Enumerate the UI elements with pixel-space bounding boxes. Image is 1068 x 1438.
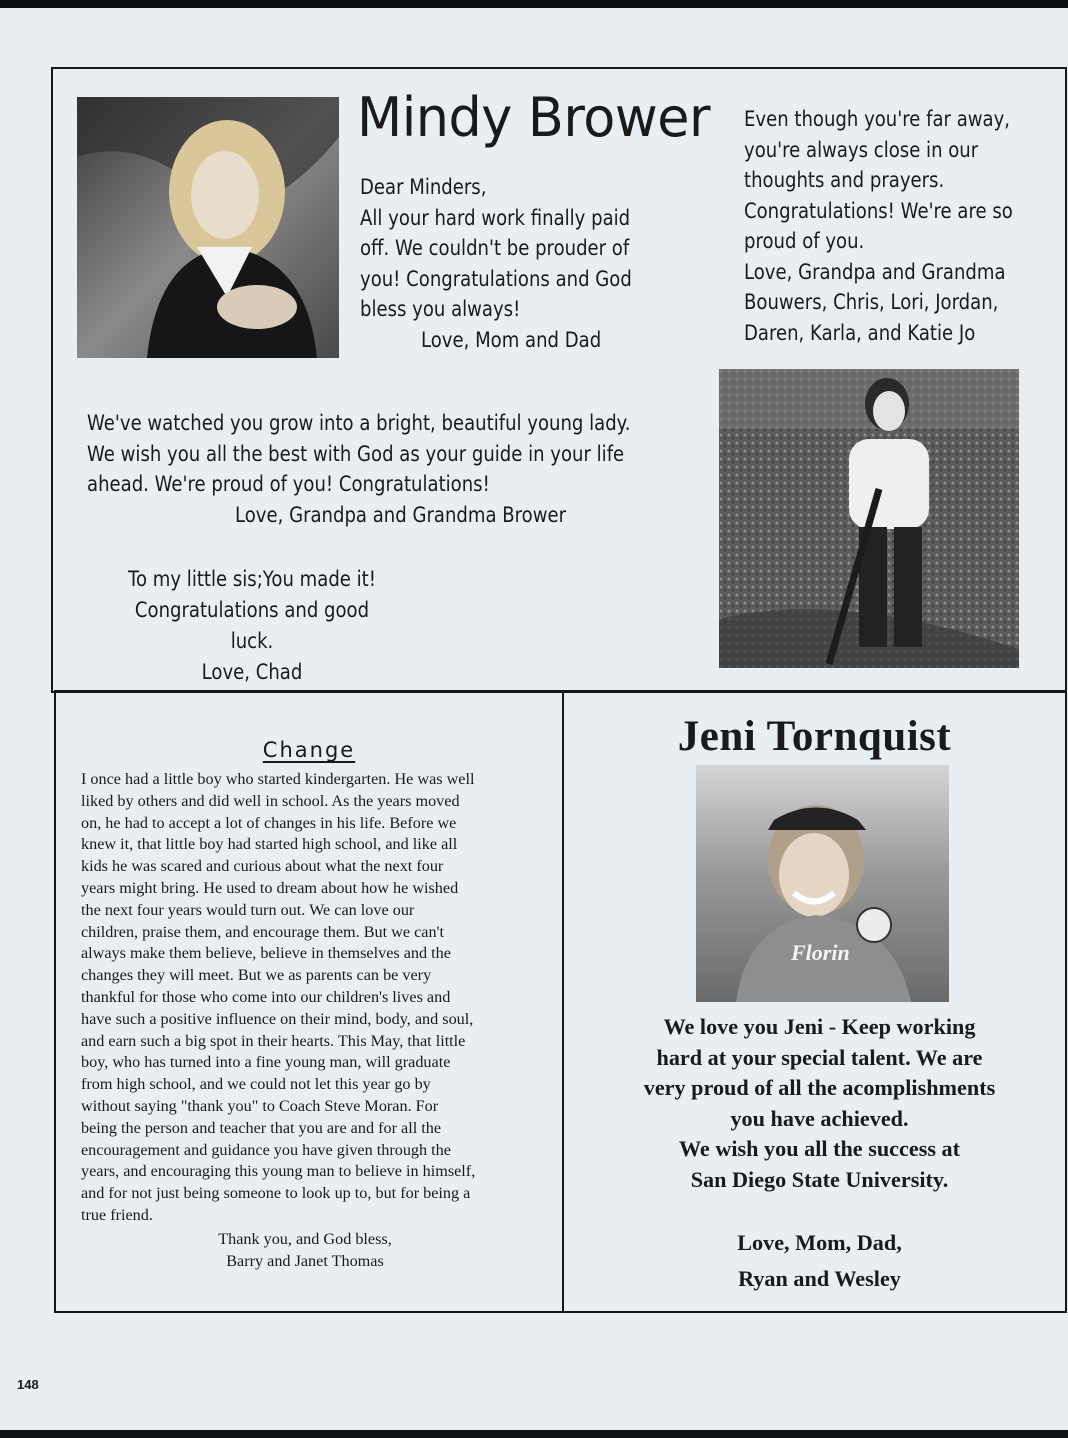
childhood-photo xyxy=(719,369,1019,668)
change-poem-body: I once had a little boy who started kindergarten. He was well liked by others and did well in school. As the years moved on, he had to accept a lot of changes in his life. Before we knew it, that little boy had started high school, and like all kids he was scared and curious about what the next four years might bring. He used to dream about how he wished the next four years would turn out. We can love our children, praise them, and encourage them. But we can't always make them believe, believe in themselves and the changes they will meet. But we as parents can be very thankful for those who come into our children's lives and have such a positive influence on their mind, body, and soul, and earn such a big spot in their hearts. This May, that little boy, who has turned into a fine young man, will graduate from high school, and we could not let this year go by without saying "thank you" to Coach Steve Moran. For being the person and teacher that you are and for all the encouragement and guidance you have given through the years, and encouraging this young man to believe in himself, and for not just being someone to look up to, but for being a true friend. xyxy=(81,770,476,1224)
parents-letter: Dear Minders, All your hard work finally paid off. We couldn't be prouder of you! Congratulations and God bless you always! xyxy=(360,175,632,321)
bottom-edge xyxy=(0,1430,1068,1438)
jeni-photo xyxy=(696,765,949,1002)
ad-title-jeni: Jeni Tornquist xyxy=(677,713,952,760)
shirt-logo-text: Florin xyxy=(791,940,850,965)
jeni-message: We love you Jeni - Keep working hard at your special talent. We are very proud of all the acomplishments you have achieved. We wish you all the success at San Diego State University. xyxy=(643,1014,996,1192)
senior-portrait-photo xyxy=(77,97,339,358)
parents-letter-signature: Love, Mom and Dad xyxy=(421,328,602,352)
page-number: 148 xyxy=(17,1377,39,1392)
top-edge xyxy=(0,0,1068,8)
change-poem-signature: Thank you, and God bless, Barry and Janet Thomas xyxy=(218,1230,392,1270)
grandparents-letter: We've watched you grow into a bright, beautiful young lady. We wish you all the best with God as your guide in your life ahead. We're proud of you! Congratulations! xyxy=(87,411,631,496)
bouwers-letter: Even though you're far away, you're always close in our thoughts and prayers. Congratulations! We're are so proud of you. Love, Grandpa and Grandma Bouwers, Chris, Lori, Jordan, Daren, Karla, and Katie Jo xyxy=(744,107,1013,345)
grandparents-letter-signature: Love, Grandpa and Grandma Brower xyxy=(235,503,567,527)
jeni-signature: Love, Mom, Dad, Ryan and Wesley xyxy=(737,1230,902,1291)
ad-title-change: Change xyxy=(262,738,356,762)
brother-letter: To my little sis;You made it! Congratulations and good luck. Love, Chad xyxy=(128,567,376,684)
ad-title-mindy: Mindy Brower xyxy=(357,86,710,149)
